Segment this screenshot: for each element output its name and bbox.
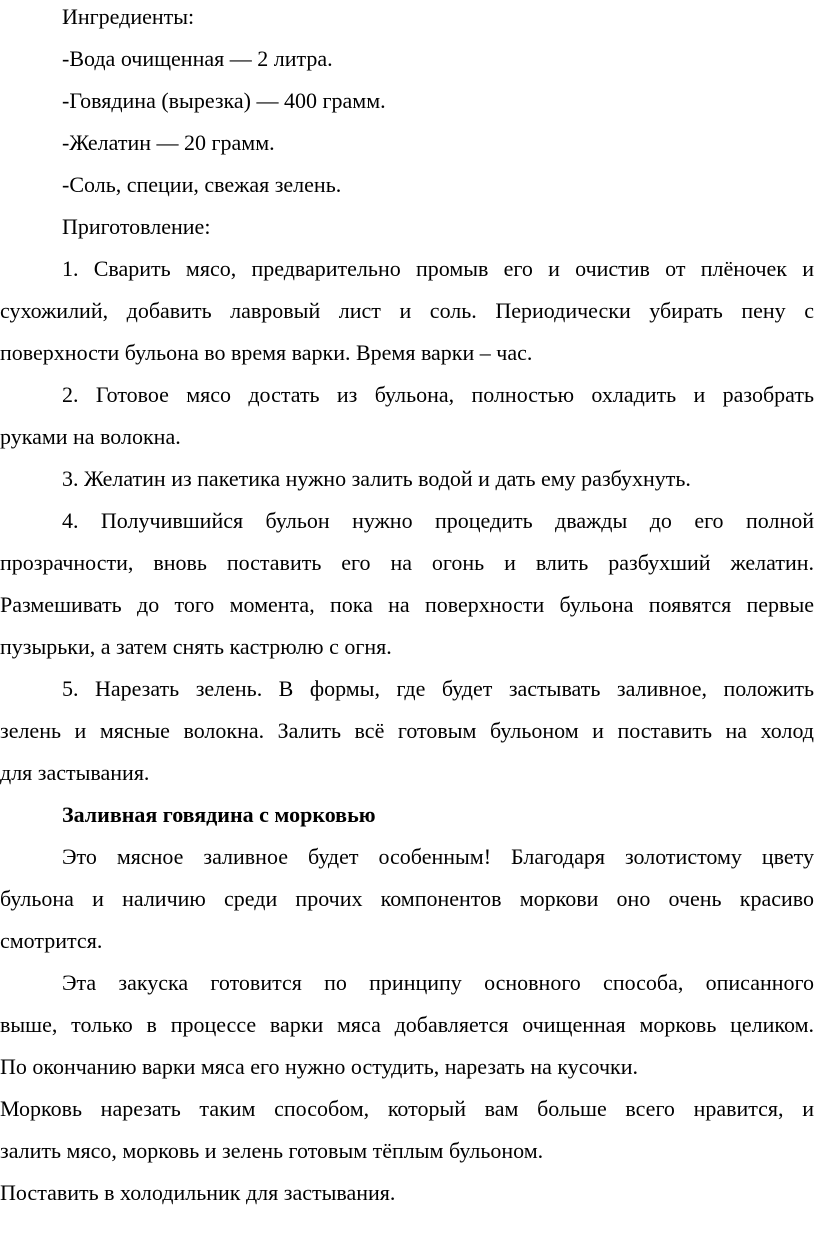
paragraph-line: Поставить в холодильник для застывания. bbox=[0, 1180, 396, 1205]
step-2-line: руками на волокна. bbox=[0, 424, 181, 449]
ingredient-item: -Говядина (вырезка) — 400 грамм. bbox=[62, 88, 386, 113]
step-2-line: 2. Готовое мясо достать из бульона, полностью охладить и разобрать bbox=[62, 382, 814, 407]
step-5-line: для застывания. bbox=[0, 760, 150, 785]
ingredients-heading: Ингредиенты: bbox=[62, 4, 195, 29]
ingredient-item: -Соль, специи, свежая зелень. bbox=[62, 172, 342, 197]
paragraph-line: Это мясное заливное будет особенным! Благодаря золотистому цвету bbox=[62, 844, 814, 869]
paragraph-line: выше, только в процессе варки мяса добавляется очищенная морковь целиком. bbox=[0, 1012, 814, 1037]
step-1-line: 1. Сварить мясо, предварительно промыв его и очистив от плёночек и bbox=[62, 256, 814, 281]
step-4-line: прозрачности, вновь поставить его на огонь и влить разбухший желатин. bbox=[0, 550, 814, 575]
paragraph-line: бульона и наличию среди прочих компонентов моркови оно очень красиво bbox=[0, 886, 814, 911]
step-5-line: зелень и мясные волокна. Залить всё готовым бульоном и поставить на холод bbox=[0, 718, 814, 743]
paragraph-line: залить мясо, морковь и зелень готовым тёплым бульоном. bbox=[0, 1138, 544, 1163]
section-title: Заливная говядина с морковью bbox=[62, 802, 376, 827]
paragraph-line: Эта закуска готовится по принципу основного способа, описанного bbox=[62, 970, 814, 995]
ingredient-item: -Вода очищенная — 2 литра. bbox=[62, 46, 333, 71]
step-5-line: 5. Нарезать зелень. В формы, где будет застывать заливное, положить bbox=[62, 676, 814, 701]
paragraph-line: смотрится. bbox=[0, 928, 103, 953]
step-1-line: поверхности бульона во время варки. Время варки – час. bbox=[0, 340, 533, 365]
paragraph-line: По окончанию варки мяса его нужно остудить, нарезать на кусочки. bbox=[0, 1054, 639, 1079]
step-4-line: пузырьки, а затем снять кастрюлю с огня. bbox=[0, 634, 392, 659]
paragraph-line: Морковь нарезать таким способом, который вам больше всего нравится, и bbox=[0, 1096, 814, 1121]
step-3-line: 3. Желатин из пакетика нужно залить водой и дать ему разбухнуть. bbox=[62, 466, 691, 491]
ingredient-item: -Желатин — 20 грамм. bbox=[62, 130, 275, 155]
preparation-heading: Приготовление: bbox=[62, 214, 211, 239]
step-4-line: 4. Получившийся бульон нужно процедить дважды до его полной bbox=[62, 508, 814, 533]
step-4-line: Размешивать до того момента, пока на поверхности бульона появятся первые bbox=[0, 592, 814, 617]
step-1-line: сухожилий, добавить лавровый лист и соль. Периодически убирать пену с bbox=[0, 298, 814, 323]
